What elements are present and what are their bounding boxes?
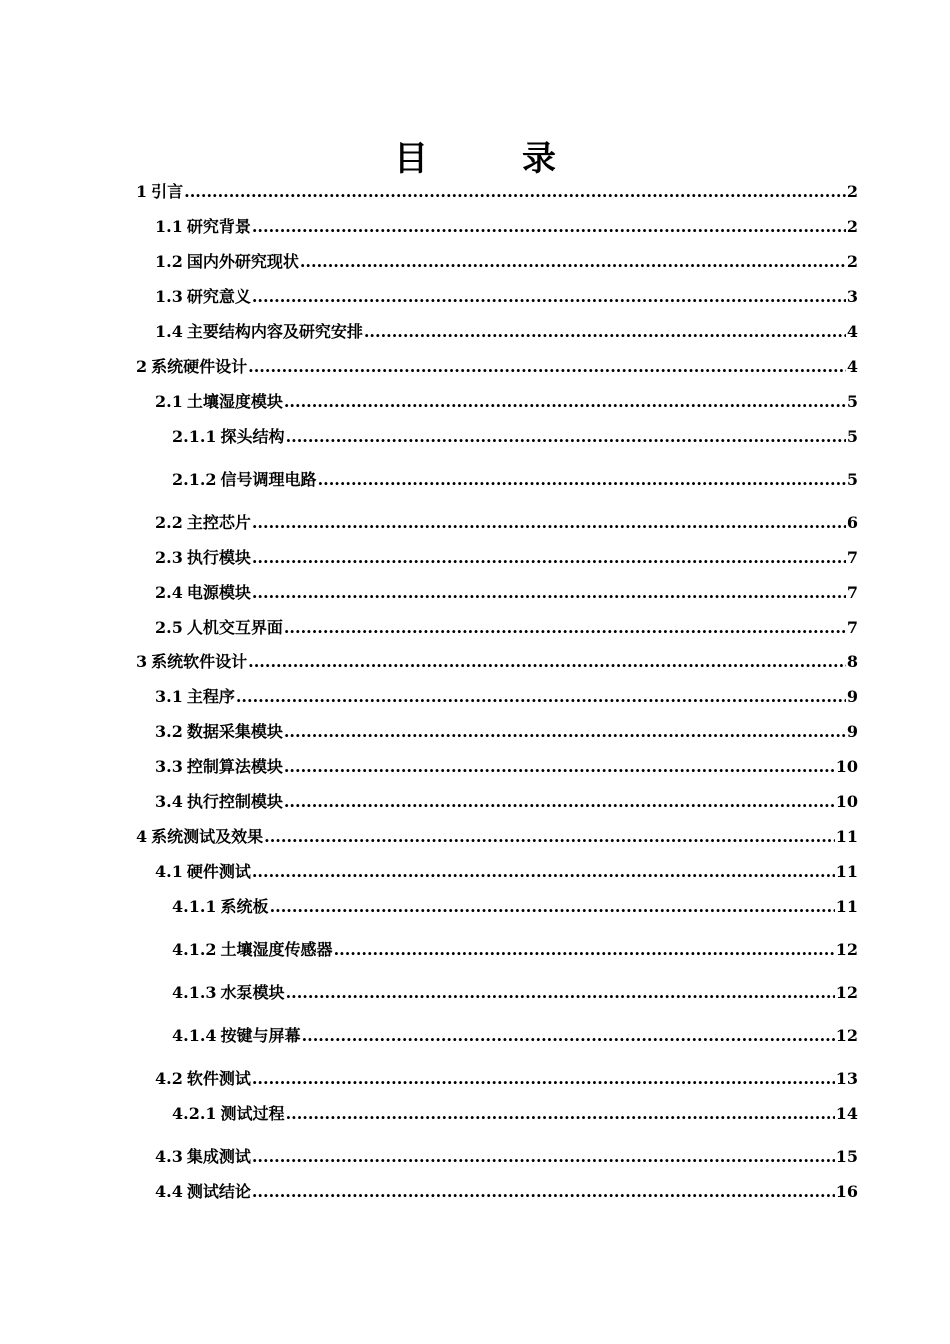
dot-leader: [318, 468, 846, 492]
toc-page-number: 2: [846, 217, 858, 236]
toc-entry[interactable]: [155, 390, 858, 414]
toc-entry[interactable]: [172, 468, 858, 492]
toc-page-number: 5: [846, 392, 858, 411]
toc-page-number: 11: [835, 827, 858, 846]
toc-entry[interactable]: [155, 860, 858, 884]
toc-entry[interactable]: [172, 1102, 858, 1126]
toc-entry[interactable]: [155, 685, 858, 709]
toc-page-number: 10: [835, 792, 858, 811]
dot-leader: [252, 285, 846, 309]
toc-entry[interactable]: [136, 825, 858, 849]
toc-number: 1.4: [155, 322, 183, 341]
toc-number: 4.3: [155, 1147, 183, 1166]
toc-entry[interactable]: [155, 720, 858, 744]
dot-leader: [284, 755, 835, 779]
toc-number: 4.2: [155, 1069, 183, 1088]
toc-label: 数据采集模块: [186, 722, 283, 741]
toc-page-number: 16: [835, 1182, 858, 1201]
toc-page-number: 13: [835, 1069, 858, 1088]
page-title: 目 录: [394, 139, 586, 179]
toc-page-number: 12: [835, 1026, 858, 1045]
toc-number: 2.1.2: [172, 470, 217, 489]
toc-page-number: 10: [835, 757, 858, 776]
toc-label: 控制算法模块: [186, 757, 283, 776]
toc-number: 4.4: [155, 1182, 183, 1201]
toc-number: 4.1: [155, 862, 183, 881]
toc-number: 2.2: [155, 513, 183, 532]
toc-page-number: 11: [835, 897, 858, 916]
toc-entry[interactable]: [136, 180, 858, 204]
toc-label: 国内外研究现状: [186, 252, 299, 271]
toc-label: 执行控制模块: [186, 792, 283, 811]
toc-label: 引言: [151, 182, 184, 201]
toc-label: 信号调理电路: [220, 470, 317, 489]
toc-page-number: 2: [846, 252, 858, 271]
dot-leader: [252, 511, 846, 535]
toc-entry[interactable]: [155, 320, 858, 344]
toc-entry[interactable]: [172, 895, 858, 919]
toc-label: 按键与屏幕: [220, 1026, 301, 1045]
toc-entry[interactable]: [136, 355, 858, 379]
toc-label: 水泵模块: [220, 983, 285, 1002]
toc-label: 电源模块: [186, 583, 251, 602]
toc-page-number: 12: [835, 940, 858, 959]
toc-page-number: 15: [835, 1147, 858, 1166]
toc-number: 3.2: [155, 722, 183, 741]
toc-number: 3.4: [155, 792, 183, 811]
toc-entry[interactable]: [155, 790, 858, 814]
toc-number: 4.1.2: [172, 940, 217, 959]
toc-page-number: 7: [846, 583, 858, 602]
toc-label: 系统硬件设计: [151, 357, 248, 376]
toc-entry[interactable]: [155, 1067, 858, 1091]
toc-entry[interactable]: [172, 938, 858, 962]
toc-number: 2.1: [155, 392, 183, 411]
dot-leader: [334, 938, 835, 962]
toc-entry[interactable]: [155, 215, 858, 239]
dot-leader: [284, 390, 846, 414]
dot-leader: [364, 320, 846, 344]
toc-number: 3: [136, 652, 148, 671]
toc-number: 4.1.3: [172, 983, 217, 1002]
toc-entry[interactable]: [155, 1180, 858, 1204]
dot-leader: [284, 720, 846, 744]
dot-leader: [252, 1180, 835, 1204]
toc-label: 土壤湿度模块: [186, 392, 283, 411]
dot-leader: [270, 895, 835, 919]
toc-label: 执行模块: [186, 548, 251, 567]
toc-number: 2: [136, 357, 148, 376]
toc-entry[interactable]: [155, 511, 858, 535]
toc-page-number: 11: [835, 862, 858, 881]
toc-number: 1.3: [155, 287, 183, 306]
toc-label: 人机交互界面: [186, 618, 283, 637]
toc-number: 2.3: [155, 548, 183, 567]
toc-label: 集成测试: [186, 1147, 251, 1166]
toc-page-number: 9: [846, 687, 858, 706]
toc-label: 硬件测试: [186, 862, 251, 881]
toc-page-number: 2: [846, 182, 858, 201]
dot-leader: [302, 1024, 835, 1048]
toc-label: 土壤湿度传感器: [220, 940, 333, 959]
toc-page-number: 3: [846, 287, 858, 306]
toc-number: 2.5: [155, 618, 183, 637]
toc-number: 1.1: [155, 217, 183, 236]
toc-page-number: 9: [846, 722, 858, 741]
dot-leader: [286, 1102, 835, 1126]
toc-number: 3.1: [155, 687, 183, 706]
dot-leader: [248, 355, 846, 379]
toc-number: 4.1.1: [172, 897, 217, 916]
toc-label: 研究意义: [186, 287, 251, 306]
toc-page-number: 5: [846, 470, 858, 489]
toc-label: 主控芯片: [186, 513, 251, 532]
toc-page-number: 5: [846, 427, 858, 446]
dot-leader: [252, 215, 846, 239]
dot-leader: [252, 860, 835, 884]
toc-page-number: 4: [846, 357, 858, 376]
toc-label: 测试过程: [220, 1104, 285, 1123]
toc-label: 探头结构: [220, 427, 285, 446]
toc-number: 4.1.4: [172, 1026, 217, 1045]
toc-number: 4.2.1: [172, 1104, 217, 1123]
dot-leader: [264, 825, 835, 849]
dot-leader: [252, 581, 846, 605]
dot-leader: [252, 546, 846, 570]
toc-number: 1.2: [155, 252, 183, 271]
toc-entry[interactable]: [155, 285, 858, 309]
dot-leader: [286, 981, 835, 1005]
toc-label: 系统测试及效果: [151, 827, 264, 846]
toc-entry[interactable]: [172, 425, 858, 449]
toc-number: 1: [136, 182, 148, 201]
toc-label: 测试结论: [186, 1182, 251, 1201]
toc-number: 3.3: [155, 757, 183, 776]
toc-entry[interactable]: [155, 581, 858, 605]
toc-entry[interactable]: [155, 250, 858, 274]
toc-label: 主要结构内容及研究安排: [186, 322, 363, 341]
dot-leader: [284, 616, 846, 640]
dot-leader: [248, 650, 846, 674]
toc-entry[interactable]: [155, 546, 858, 570]
toc-page-number: 4: [846, 322, 858, 341]
toc-label: 主程序: [186, 687, 235, 706]
dot-leader: [284, 790, 835, 814]
dot-leader: [252, 1145, 835, 1169]
toc-number: 4: [136, 827, 148, 846]
dot-leader: [184, 180, 846, 204]
toc-page-number: 14: [835, 1104, 858, 1123]
toc-page-number: 8: [846, 652, 858, 671]
toc-entry[interactable]: [172, 981, 858, 1005]
toc-entry[interactable]: [136, 650, 858, 674]
toc-page-number: 6: [846, 513, 858, 532]
dot-leader: [236, 685, 846, 709]
dot-leader: [300, 250, 846, 274]
dot-leader: [286, 425, 846, 449]
dot-leader: [252, 1067, 835, 1091]
toc-label: 系统板: [220, 897, 269, 916]
toc-entry[interactable]: [172, 1024, 858, 1048]
toc-page-number: 7: [846, 618, 858, 637]
toc-page-number: 7: [846, 548, 858, 567]
toc-label: 系统软件设计: [151, 652, 248, 671]
toc-page-number: 12: [835, 983, 858, 1002]
toc-label: 软件测试: [186, 1069, 251, 1088]
toc-number: 2.4: [155, 583, 183, 602]
toc-label: 研究背景: [186, 217, 251, 236]
toc-entry[interactable]: [155, 616, 858, 640]
toc-entry[interactable]: [155, 755, 858, 779]
toc-number: 2.1.1: [172, 427, 217, 446]
toc-entry[interactable]: [155, 1145, 858, 1169]
